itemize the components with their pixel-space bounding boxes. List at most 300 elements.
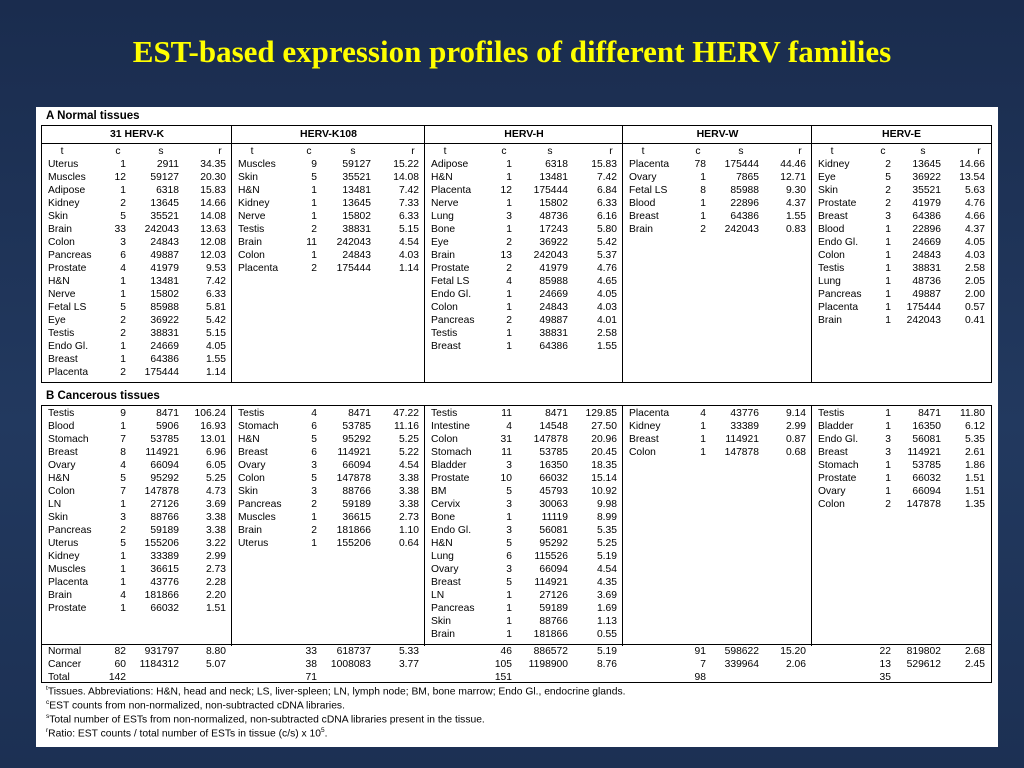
ratio-value: 0.57 <box>964 302 985 313</box>
ratio-value: 6.96 <box>205 447 226 458</box>
est-count: 4 <box>506 421 512 432</box>
est-total: 53785 <box>539 447 568 458</box>
column-header: t <box>641 146 645 157</box>
tissue-label: Breast <box>48 447 78 458</box>
est-count: 3 <box>120 237 126 248</box>
tissue-label: Ovary <box>48 460 76 471</box>
tissue-label: Skin <box>48 211 69 222</box>
est-count: 11 <box>306 237 317 248</box>
tissue-label: LN <box>431 590 445 601</box>
ratio-value: 4.54 <box>398 237 419 248</box>
est-count: 1 <box>700 434 706 445</box>
section-a-label: A Normal tissues <box>46 110 140 122</box>
tissue-label: Pancreas <box>48 250 92 261</box>
est-count: 33 <box>114 224 126 235</box>
est-count: 4 <box>506 276 512 287</box>
column-divider <box>622 126 623 382</box>
ratio-value: 129.85 <box>585 408 617 419</box>
est-count: 1 <box>506 512 512 523</box>
ratio-value: 5.19 <box>596 646 617 657</box>
est-total: 529612 <box>906 659 941 670</box>
est-total: 41979 <box>539 263 568 274</box>
est-total: 64386 <box>912 211 941 222</box>
tissue-label: H&N <box>238 434 260 445</box>
est-count: 3 <box>885 434 891 445</box>
tissue-label: Cervix <box>431 499 461 510</box>
column-divider <box>811 126 812 382</box>
ratio-value: 6.33 <box>205 289 226 300</box>
est-total: 35521 <box>912 185 941 196</box>
ratio-value: 12.03 <box>200 250 226 261</box>
est-count: 7 <box>120 486 126 497</box>
est-total: 886572 <box>533 646 568 657</box>
est-count: 3 <box>506 211 512 222</box>
est-count: 3 <box>885 211 891 222</box>
ratio-value: 12.08 <box>200 237 226 248</box>
ratio-value: 2.58 <box>964 263 985 274</box>
ratio-value: 1.35 <box>964 499 985 510</box>
est-total: 13481 <box>539 172 568 183</box>
est-total: 5906 <box>156 421 179 432</box>
ratio-value: 2.20 <box>205 590 226 601</box>
ratio-value: 14.08 <box>393 172 419 183</box>
ratio-value: 15.14 <box>591 473 617 484</box>
est-total: 36615 <box>342 512 371 523</box>
est-total: 59189 <box>539 603 568 614</box>
est-count: 2 <box>120 328 126 339</box>
est-total: 6318 <box>545 159 568 170</box>
est-count: 7 <box>700 659 706 670</box>
ratio-value: 4.54 <box>596 564 617 575</box>
ratio-value: 7.42 <box>398 185 419 196</box>
est-total: 24843 <box>539 302 568 313</box>
est-count: 4 <box>120 590 126 601</box>
ratio-value: 0.68 <box>785 447 806 458</box>
ratio-value: 16.93 <box>200 421 226 432</box>
ratio-value: 6.05 <box>205 460 226 471</box>
ratio-value: 4.54 <box>398 460 419 471</box>
est-total: 114921 <box>725 434 759 445</box>
est-count: 1 <box>311 185 317 196</box>
tissue-label: Bone <box>431 512 456 523</box>
footnote-tail: . <box>324 728 328 740</box>
est-total: 66094 <box>342 460 371 471</box>
tissue-label: Prostate <box>431 263 470 274</box>
tissue-label: H&N <box>48 473 70 484</box>
est-total: 56081 <box>912 434 941 445</box>
est-count: 2 <box>120 198 126 209</box>
est-total: 242043 <box>533 250 568 261</box>
family-name: HERV-W <box>696 128 739 140</box>
est-count: 5 <box>311 473 317 484</box>
est-count: 2 <box>120 315 126 326</box>
est-count: 82 <box>114 646 126 657</box>
est-count: 6 <box>311 421 317 432</box>
est-count: 11 <box>501 408 512 419</box>
ratio-value: 3.38 <box>205 512 226 523</box>
tissue-label: Nerve <box>238 211 266 222</box>
est-total: 38831 <box>342 224 371 235</box>
tissue-label: Muscles <box>238 512 276 523</box>
est-count: 91 <box>694 646 706 657</box>
tissue-label: Placenta <box>48 577 89 588</box>
est-count: 1 <box>120 551 126 562</box>
ratio-value: 1.10 <box>398 525 419 536</box>
est-total: 16350 <box>539 460 568 471</box>
est-count: 2 <box>120 367 126 378</box>
est-total: 59189 <box>150 525 179 536</box>
tissue-label: Skin <box>48 512 69 523</box>
column-divider <box>811 406 812 646</box>
ratio-value: 5.25 <box>398 434 419 445</box>
column-header: r <box>609 146 613 157</box>
ratio-value: 5.42 <box>205 315 226 326</box>
tissue-label: Breast <box>818 211 848 222</box>
est-count: 1 <box>120 564 126 575</box>
tissue-label: Blood <box>818 224 845 235</box>
ratio-value: 1.69 <box>596 603 617 614</box>
est-total: 114921 <box>534 577 568 588</box>
ratio-value: 8.80 <box>205 646 226 657</box>
tissue-label: Bladder <box>431 460 467 471</box>
est-total: 175444 <box>336 263 371 274</box>
ratio-value: 1.55 <box>785 211 806 222</box>
est-total: 931797 <box>144 646 179 657</box>
tissue-label: Bone <box>431 224 456 235</box>
est-total: 14548 <box>539 421 568 432</box>
est-total: 41979 <box>912 198 941 209</box>
tissue-label: Colon <box>818 499 845 510</box>
est-total: 38831 <box>539 328 568 339</box>
ratio-value: 1.55 <box>596 341 617 352</box>
ratio-value: 2.00 <box>964 289 985 300</box>
ratio-value: 8.76 <box>596 659 617 670</box>
tissue-label: Placenta <box>238 263 279 274</box>
est-total: 147878 <box>906 499 941 510</box>
est-total: 147878 <box>533 434 568 445</box>
ratio-value: 2.99 <box>205 551 226 562</box>
est-count: 1 <box>506 198 512 209</box>
est-total: 175444 <box>906 302 941 313</box>
column-header: t <box>60 146 64 157</box>
est-total: 53785 <box>342 421 371 432</box>
tissue-label: Breast <box>431 341 461 352</box>
est-count: 5 <box>506 538 512 549</box>
est-total: 27126 <box>539 590 568 601</box>
est-total: 175444 <box>144 367 179 378</box>
est-total: 59189 <box>342 499 371 510</box>
ratio-value: 4.65 <box>596 276 617 287</box>
tissue-label: Testis <box>431 328 458 339</box>
ratio-value: 7.33 <box>398 198 419 209</box>
est-count: 2 <box>311 263 317 274</box>
est-count: 1 <box>120 185 126 196</box>
ratio-value: 3.38 <box>398 473 419 484</box>
est-total: 22896 <box>730 198 759 209</box>
column-header: r <box>977 146 981 157</box>
tissue-label: H&N <box>431 538 453 549</box>
est-total: 8471 <box>918 408 941 419</box>
est-total: 1008083 <box>330 659 371 670</box>
est-count: 1 <box>311 211 317 222</box>
est-total: 59127 <box>342 159 371 170</box>
ratio-value: 1.14 <box>205 367 226 378</box>
est-total: 35521 <box>342 172 371 183</box>
est-total: 22896 <box>912 224 941 235</box>
est-count: 3 <box>120 512 126 523</box>
tissue-label: Skin <box>238 486 259 497</box>
tissue-label: Brain <box>48 590 73 601</box>
est-total: 43776 <box>730 408 759 419</box>
tissue-label: Muscles <box>48 172 86 183</box>
est-count: 9 <box>311 159 317 170</box>
est-total: 36922 <box>539 237 568 248</box>
tissue-label: Testis <box>818 263 845 274</box>
est-count: 1 <box>120 421 126 432</box>
est-total: 819802 <box>906 646 941 657</box>
table-document <box>36 107 998 747</box>
ratio-value: 1.14 <box>398 263 419 274</box>
ratio-value: 4.66 <box>964 211 985 222</box>
est-count: 1 <box>885 302 891 313</box>
est-count: 1 <box>885 486 891 497</box>
tissue-label: Colon <box>431 434 458 445</box>
ratio-value: 0.41 <box>964 315 985 326</box>
est-count: 7 <box>120 434 126 445</box>
ratio-value: 13.54 <box>959 172 985 183</box>
tissue-label: Endo Gl. <box>818 434 859 445</box>
est-total: 13645 <box>912 159 941 170</box>
ratio-value: 2.73 <box>205 564 226 575</box>
tissue-label: Adipose <box>48 185 86 196</box>
est-count: 2 <box>700 224 706 235</box>
ratio-value: 20.30 <box>200 172 226 183</box>
est-count: 1 <box>506 616 512 627</box>
est-count: 3 <box>506 564 512 575</box>
est-total: 36615 <box>150 564 179 575</box>
est-total: 618737 <box>336 646 371 657</box>
ratio-value: 5.19 <box>596 551 617 562</box>
est-total: 66032 <box>539 473 568 484</box>
tissue-label: Endo Gl. <box>431 289 472 300</box>
column-header: s <box>158 146 164 157</box>
ratio-value: 1.51 <box>964 473 985 484</box>
ratio-value: 4.05 <box>964 237 985 248</box>
ratio-value: 3.38 <box>398 486 419 497</box>
est-total: 16350 <box>912 421 941 432</box>
est-count: 1 <box>506 224 512 235</box>
family-name: 31 HERV-K <box>109 128 165 140</box>
tissue-label: Ovary <box>431 564 459 575</box>
tissue-label: Brain <box>431 629 456 640</box>
est-total: 48736 <box>539 211 568 222</box>
est-total: 155206 <box>144 538 179 549</box>
ratio-value: 1.51 <box>964 486 985 497</box>
tissue-label: Prostate <box>431 473 470 484</box>
est-total: 598622 <box>724 646 759 657</box>
est-count: 5 <box>311 172 317 183</box>
est-count: 22 <box>879 646 891 657</box>
tissue-label: Endo Gl. <box>431 525 472 536</box>
column-divider <box>231 126 232 382</box>
est-total: 49887 <box>150 250 179 261</box>
est-total: 175444 <box>533 185 568 196</box>
est-total: 1198900 <box>528 659 568 670</box>
est-count: 71 <box>305 672 317 683</box>
tissue-label: Breast <box>238 447 268 458</box>
ratio-value: 3.77 <box>398 659 419 670</box>
est-count: 1 <box>506 590 512 601</box>
column-header: s <box>350 146 356 157</box>
est-count: 1 <box>506 328 512 339</box>
tissue-label: Kidney <box>238 198 270 209</box>
column-header: t <box>443 146 447 157</box>
est-total: 242043 <box>336 237 371 248</box>
est-count: 2 <box>506 315 512 326</box>
ratio-value: 2.68 <box>964 646 985 657</box>
column-divider <box>424 126 425 382</box>
est-count: 1 <box>120 354 126 365</box>
est-count: 98 <box>694 672 706 683</box>
column-header: s <box>547 146 553 157</box>
ratio-value: 13.63 <box>200 224 226 235</box>
tissue-label: Stomach <box>431 447 472 458</box>
ratio-value: 6.16 <box>596 211 617 222</box>
ratio-value: 1.13 <box>596 616 617 627</box>
est-total: 24843 <box>342 250 371 261</box>
est-count: 1 <box>506 302 512 313</box>
tissue-label: Skin <box>431 616 452 627</box>
tissue-label: Ovary <box>238 460 266 471</box>
footnote-text: EST counts from non-normalized, non-subtracted cDNA libraries. <box>49 700 345 712</box>
ratio-value: 4.03 <box>398 250 419 261</box>
tissue-label: Breast <box>629 434 659 445</box>
ratio-value: 4.03 <box>964 250 985 261</box>
est-count: 11 <box>501 447 512 458</box>
est-count: 1 <box>311 538 317 549</box>
tissue-label: Fetal LS <box>48 302 87 313</box>
est-count: 1 <box>506 341 512 352</box>
tissue-label: Breast <box>629 211 659 222</box>
tissue-label: Nerve <box>431 198 459 209</box>
tissue-label: Brain <box>629 224 654 235</box>
tissue-label: Stomach <box>48 434 89 445</box>
tissue-label: Colon <box>48 237 75 248</box>
ratio-value: 5.37 <box>596 250 617 261</box>
tissue-label: Kidney <box>48 198 80 209</box>
column-header: s <box>738 146 744 157</box>
ratio-value: 10.92 <box>591 486 617 497</box>
est-count: 1 <box>120 603 126 614</box>
footnote-line <box>46 713 485 725</box>
est-total: 88766 <box>150 512 179 523</box>
est-total: 43776 <box>150 577 179 588</box>
est-total: 114921 <box>145 447 179 458</box>
est-total: 115526 <box>534 551 568 562</box>
tissue-label: Placenta <box>629 408 670 419</box>
ratio-value: 5.81 <box>205 302 226 313</box>
est-total: 181866 <box>533 629 568 640</box>
column-header: c <box>306 146 312 157</box>
tissue-label: Pancreas <box>48 525 92 536</box>
tissue-label: BM <box>431 486 447 497</box>
ratio-value: 4.76 <box>596 263 617 274</box>
est-total: 33389 <box>150 551 179 562</box>
ratio-value: 2.06 <box>785 659 806 670</box>
est-count: 1 <box>506 289 512 300</box>
normal-tissues-table <box>41 125 992 383</box>
tissue-label: Kidney <box>48 551 80 562</box>
est-count: 1 <box>885 289 891 300</box>
ratio-value: 6.12 <box>964 421 985 432</box>
tissue-label: Intestine <box>431 421 470 432</box>
est-total: 13481 <box>342 185 371 196</box>
est-total: 64386 <box>539 341 568 352</box>
est-count: 1 <box>700 172 706 183</box>
est-total: 49887 <box>912 289 941 300</box>
tissue-label: Brain <box>431 250 456 261</box>
section-b-label: B Cancerous tissues <box>46 390 160 402</box>
est-count: 2 <box>120 525 126 536</box>
ratio-value: 4.05 <box>596 289 617 300</box>
ratio-value: 4.37 <box>964 224 985 235</box>
tissue-label: Eye <box>818 172 836 183</box>
est-count: 1 <box>311 512 317 523</box>
ratio-value: 14.66 <box>200 198 226 209</box>
est-count: 1 <box>506 603 512 614</box>
est-total: 17243 <box>539 224 568 235</box>
ratio-value: 3.22 <box>205 538 226 549</box>
tissue-label: Testis <box>238 224 265 235</box>
ratio-value: 34.35 <box>200 159 226 170</box>
est-count: 151 <box>494 672 512 683</box>
tissue-label: Muscles <box>238 159 276 170</box>
est-count: 4 <box>311 408 317 419</box>
est-count: 35 <box>879 672 891 683</box>
est-total: 242043 <box>906 315 941 326</box>
tissue-label: Skin <box>818 185 839 196</box>
est-count: 5 <box>120 538 126 549</box>
est-count: 2 <box>506 263 512 274</box>
ratio-value: 12.71 <box>780 172 806 183</box>
est-count: 105 <box>494 659 512 670</box>
est-total: 48736 <box>912 276 941 287</box>
ratio-value: 7.42 <box>205 276 226 287</box>
tissue-label: Blood <box>629 198 656 209</box>
tissue-label: Prostate <box>818 198 857 209</box>
tissue-label: Colon <box>629 447 656 458</box>
ratio-value: 5.80 <box>596 224 617 235</box>
est-count: 1 <box>885 263 891 274</box>
ratio-value: 8.99 <box>596 512 617 523</box>
ratio-value: 6.33 <box>398 211 419 222</box>
est-total: 85988 <box>539 276 568 287</box>
ratio-value: 15.83 <box>200 185 226 196</box>
footnote-mark: r <box>46 727 49 734</box>
ratio-value: 9.14 <box>785 408 806 419</box>
est-total: 66032 <box>150 603 179 614</box>
est-total: 155206 <box>336 538 371 549</box>
est-total: 13645 <box>150 198 179 209</box>
est-count: 31 <box>500 434 512 445</box>
est-total: 8471 <box>545 408 568 419</box>
tissue-label: Placenta <box>431 185 472 196</box>
est-total: 181866 <box>336 525 371 536</box>
est-count: 1 <box>700 198 706 209</box>
tissue-label: Lung <box>431 551 454 562</box>
ratio-value: 1.86 <box>964 460 985 471</box>
tissue-label: Nerve <box>48 289 76 300</box>
